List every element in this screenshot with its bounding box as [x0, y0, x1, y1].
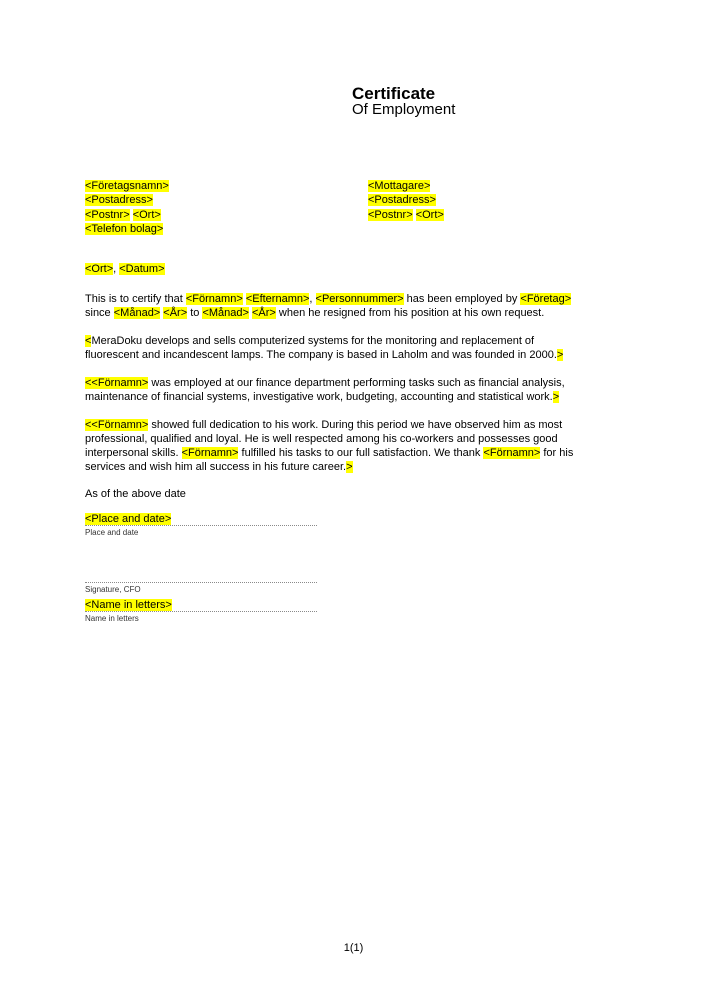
place-date-field	[85, 512, 317, 538]
paragraph-appraisal	[85, 418, 573, 474]
text-run: has been employed by	[403, 293, 521, 305]
document-subtitle: Of Employment	[352, 101, 456, 118]
text-run: for his	[540, 447, 574, 459]
signature-caption: Signature, CFO	[85, 585, 141, 594]
placeholder-field: <<Förnamn>	[85, 377, 149, 389]
placeholder-field: <Ort>	[85, 263, 114, 275]
text-run: ,	[309, 293, 316, 305]
name-in-letters-rule	[85, 598, 317, 612]
placeholder-field: >	[556, 349, 564, 361]
placeholder-field: <Månad>	[202, 307, 249, 319]
place-date-rule	[85, 512, 317, 526]
placeholder-field: <<Förnamn>	[85, 419, 149, 431]
text-run: MeraDoku develops and sells computerized systems for the monitoring and replacement of	[91, 335, 535, 347]
placeholder-field: <Företag>	[520, 293, 572, 305]
placeholder-field: <Postadress>	[368, 194, 436, 207]
placeholder-field: <Månad>	[113, 307, 161, 319]
placeholder-field: >	[552, 391, 560, 403]
document-header	[352, 85, 455, 118]
placeholder-field: <Personnummer>	[315, 293, 404, 305]
name-in-letters-placeholder: <Name in letters>	[85, 599, 172, 611]
text-run: interpersonal skills.	[85, 447, 182, 459]
document-title: Certificate	[352, 84, 436, 103]
recipient-address-block	[368, 179, 444, 222]
placeholder-field: >	[346, 461, 353, 473]
text-run: professional, qualified and loyal. He is well respected among his co-workers and possesses good	[85, 433, 558, 445]
place-date-placeholder: <Place and date>	[85, 513, 172, 525]
closing-line: As of the above date	[85, 488, 186, 500]
place-date-caption: Place and date	[85, 528, 139, 537]
placeholder-field: <Postnr>	[368, 208, 413, 221]
placeholder-field: <Telefon bolag>	[85, 222, 164, 235]
text-run: fulfilled his tasks to our full satisfaction. We thank	[238, 447, 484, 459]
placeholder-field: <Förnamn>	[185, 293, 243, 305]
text-run: services and wish him all success in his future career.	[85, 461, 347, 473]
text-run: ,	[113, 263, 120, 275]
name-in-letters-caption: Name in letters	[85, 614, 139, 623]
paragraph-employment-statement	[85, 292, 571, 320]
placeholder-field: <Datum>	[119, 263, 165, 275]
paragraph-company-description	[85, 334, 563, 362]
placeholder-field: <Efternamn>	[245, 293, 310, 305]
text-run: when he resigned from his position at his own request.	[275, 307, 545, 319]
page-number: 1(1)	[343, 942, 364, 954]
placeholder-field: <Förnamn>	[483, 447, 541, 459]
placeholder-field: <Mottagare>	[368, 180, 431, 192]
placeholder-field: <Postnr>	[85, 208, 130, 221]
text-run: fluorescent and incandescent lamps. The company is based in Laholm and was founded in 2000.	[85, 349, 557, 361]
placeholder-field: <Ort>	[132, 208, 161, 221]
placeholder-field: <År>	[163, 307, 188, 319]
placeholder-field: <Företagsnamn>	[85, 180, 169, 192]
placeholder-field: <Förnamn>	[181, 447, 239, 459]
text-run: This is to certify that	[85, 293, 186, 305]
placeholder-field: <Ort>	[415, 208, 444, 221]
text-run: maintenance of financial systems, investigative work, budgeting, accounting and statistical work.	[85, 391, 553, 403]
text-run: was employed at our finance department performing tasks such as financial analysis,	[148, 377, 565, 389]
sender-address-block	[85, 179, 169, 236]
text-run: showed full dedication to his work. During this period we have observed him as most	[148, 419, 563, 431]
placeholder-field: <År>	[252, 307, 276, 319]
placeholder-field: <	[85, 335, 92, 347]
place-date-line	[85, 262, 165, 276]
text-run: to	[187, 307, 203, 319]
name-in-letters-field	[85, 598, 317, 624]
placeholder-field: <Postadress>	[85, 194, 153, 207]
signature-field	[85, 582, 317, 595]
paragraph-duties	[85, 376, 565, 404]
text-run: since	[85, 307, 114, 319]
